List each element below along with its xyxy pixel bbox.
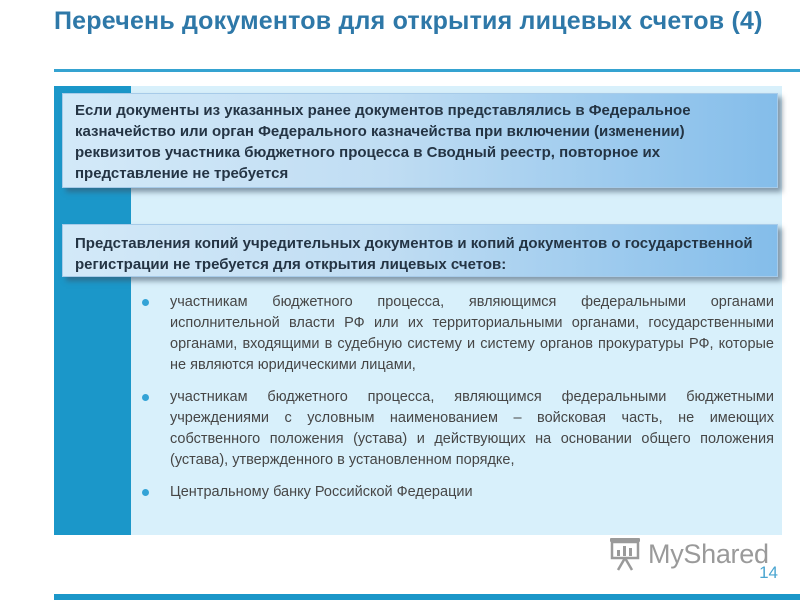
callout-box-copies — [62, 224, 778, 277]
list-item-text: участникам бюджетного процесса, являющимся федеральными бюджетными учреждениями с условным наименованием – войсковая часть, не имеющих собственного положения (устава) и действующих на основании общего положения (устава), утвержденного в установленном порядке, — [170, 389, 774, 468]
callout-box-resubmission — [62, 93, 778, 188]
list-item-text: участникам бюджетного процесса, являющимся федеральными органами исполнительной власти РФ или их территориальными органами, государственными органами, входящими в судебную систему и систему органов прокуратуры РФ, которые не являются юридическими лицами, — [170, 294, 774, 373]
bullet-icon — [142, 394, 149, 401]
watermark-text: MyShared — [648, 538, 769, 569]
callout-text-copies: Представления копий учредительных документов и копий документов о государственной регистрации не требуется для открытия лицевых счетов: — [75, 235, 753, 273]
list-item — [140, 482, 774, 503]
title-divider — [54, 69, 800, 72]
list-item — [140, 387, 774, 471]
exemption-list — [140, 292, 774, 514]
watermark-logo — [608, 536, 769, 572]
bullet-icon — [142, 489, 149, 496]
bullet-icon — [142, 299, 149, 306]
callout-text-resubmission: Если документы из указанных ранее документов представлялись в Федеральное казначейство или орган Федерального казначейства при включении (изменении) реквизитов участника бюджетного процесса в Сводный реестр, повторное их представление не требуется — [75, 102, 691, 182]
footer-bar — [54, 594, 800, 600]
presentation-board-icon — [608, 536, 642, 572]
list-item-text: Центральному банку Российской Федерации — [170, 484, 473, 500]
page-number: 14 — [759, 563, 778, 582]
list-item — [140, 292, 774, 376]
slide-title: Перечень документов для открытия лицевых счетов (4) — [54, 7, 763, 35]
